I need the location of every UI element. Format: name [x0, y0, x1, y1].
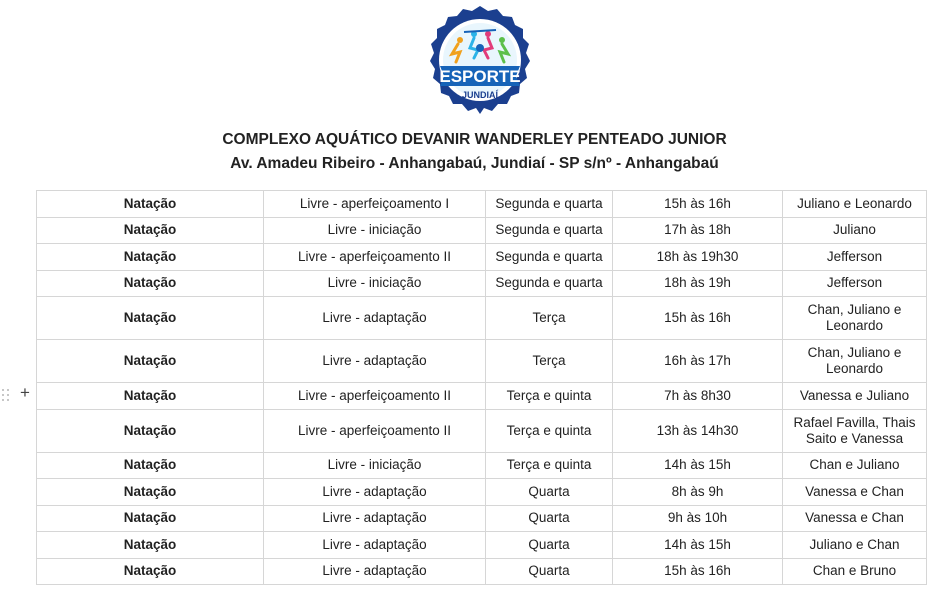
days-cell: Terça	[486, 297, 613, 340]
table-row	[37, 558, 927, 585]
table-row	[37, 270, 927, 297]
modality-cell: Natação	[37, 505, 264, 532]
teachers-cell: Jefferson	[783, 270, 927, 297]
logo-city-text: JUNDIAÍ	[461, 90, 499, 100]
days-cell: Segunda e quarta	[486, 217, 613, 244]
level-cell: Livre - adaptação	[264, 340, 486, 383]
table-row	[37, 217, 927, 244]
table-row	[37, 505, 927, 532]
modality-cell: Natação	[37, 340, 264, 383]
days-cell: Segunda e quarta	[486, 244, 613, 271]
level-cell: Livre - iniciação	[264, 217, 486, 244]
time-cell: 15h às 16h	[613, 558, 783, 585]
modality-cell: Natação	[37, 191, 264, 218]
time-cell: 14h às 15h	[613, 532, 783, 559]
modality-cell: Natação	[37, 270, 264, 297]
table-row	[37, 297, 927, 340]
teachers-cell: Chan, Juliano e Leonardo	[783, 297, 927, 340]
teachers-cell: Juliano e Chan	[783, 532, 927, 559]
days-cell: Quarta	[486, 505, 613, 532]
days-cell: Segunda e quarta	[486, 270, 613, 297]
level-cell: Livre - aperfeiçoamento I	[264, 191, 486, 218]
level-cell: Livre - adaptação	[264, 297, 486, 340]
teachers-cell: Vanessa e Chan	[783, 479, 927, 506]
teachers-cell: Chan e Juliano	[783, 452, 927, 479]
table-row	[37, 532, 927, 559]
days-cell: Quarta	[486, 558, 613, 585]
time-cell: 8h às 9h	[613, 479, 783, 506]
table-row	[37, 409, 927, 452]
level-cell: Livre - adaptação	[264, 479, 486, 506]
esporte-jundiai-logo	[422, 4, 538, 118]
row-drag-handle-icon[interactable]	[1, 388, 11, 402]
days-cell: Segunda e quarta	[486, 191, 613, 218]
days-cell: Terça	[486, 340, 613, 383]
modality-cell: Natação	[37, 409, 264, 452]
time-cell: 15h às 16h	[613, 191, 783, 218]
level-cell: Livre - adaptação	[264, 532, 486, 559]
time-cell: 14h às 15h	[613, 452, 783, 479]
time-cell: 7h às 8h30	[613, 383, 783, 410]
modality-cell: Natação	[37, 297, 264, 340]
time-cell: 16h às 17h	[613, 340, 783, 383]
time-cell: 18h às 19h	[613, 270, 783, 297]
teachers-cell: Chan e Bruno	[783, 558, 927, 585]
time-cell: 17h às 18h	[613, 217, 783, 244]
teachers-cell: Jefferson	[783, 244, 927, 271]
days-cell: Terça e quinta	[486, 383, 613, 410]
days-cell: Terça e quinta	[486, 409, 613, 452]
level-cell: Livre - aperfeiçoamento II	[264, 244, 486, 271]
modality-cell: Natação	[37, 558, 264, 585]
add-row-plus-icon[interactable]: +	[20, 383, 30, 402]
days-cell: Quarta	[486, 479, 613, 506]
table-row	[37, 452, 927, 479]
modality-cell: Natação	[37, 532, 264, 559]
teachers-cell: Vanessa e Chan	[783, 505, 927, 532]
table-row	[37, 244, 927, 271]
level-cell: Livre - adaptação	[264, 558, 486, 585]
logo-emblem	[422, 4, 538, 118]
teachers-cell: Vanessa e Juliano	[783, 383, 927, 410]
page-title: COMPLEXO AQUÁTICO DEVANIR WANDERLEY PENTEADO JUNIOR	[222, 131, 727, 148]
time-cell: 13h às 14h30	[613, 409, 783, 452]
teachers-cell: Juliano	[783, 217, 927, 244]
modality-cell: Natação	[37, 217, 264, 244]
teachers-cell: Rafael Favilla, Thais Saito e Vanessa	[783, 409, 927, 452]
address-subtitle: Av. Amadeu Ribeiro - Anhangabaú, Jundiaí - SP s/nº - Anhangabaú	[230, 155, 719, 172]
time-cell: 18h às 19h30	[613, 244, 783, 271]
level-cell: Livre - aperfeiçoamento II	[264, 383, 486, 410]
teachers-cell: Juliano e Leonardo	[783, 191, 927, 218]
level-cell: Livre - iniciação	[264, 452, 486, 479]
level-cell: Livre - iniciação	[264, 270, 486, 297]
level-cell: Livre - adaptação	[264, 505, 486, 532]
teachers-cell: Chan, Juliano e Leonardo	[783, 340, 927, 383]
level-cell: Livre - aperfeiçoamento II	[264, 409, 486, 452]
logo-brand-text: ESPORTE	[439, 67, 521, 86]
table-row	[37, 479, 927, 506]
table-row	[37, 340, 927, 383]
time-cell: 9h às 10h	[613, 505, 783, 532]
days-cell: Terça e quinta	[486, 452, 613, 479]
modality-cell: Natação	[37, 383, 264, 410]
table-row	[37, 383, 927, 410]
table-row	[37, 191, 927, 218]
modality-cell: Natação	[37, 244, 264, 271]
days-cell: Quarta	[486, 532, 613, 559]
modality-cell: Natação	[37, 479, 264, 506]
modality-cell: Natação	[37, 452, 264, 479]
time-cell: 15h às 16h	[613, 297, 783, 340]
schedule-table	[36, 190, 927, 585]
